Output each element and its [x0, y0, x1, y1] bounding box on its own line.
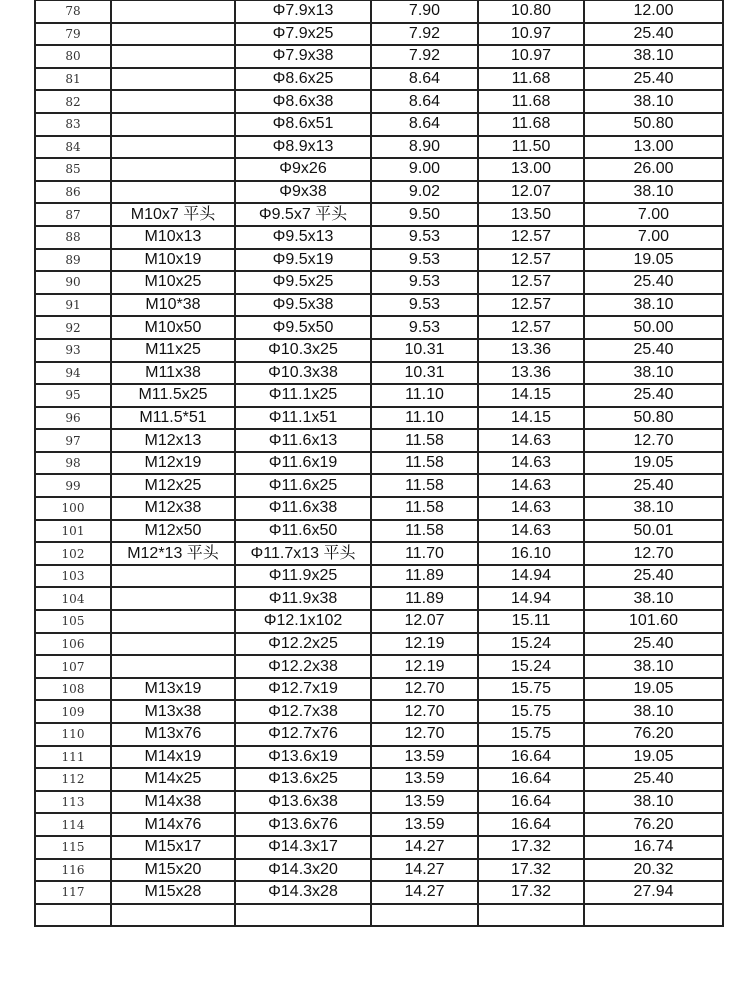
- cell-value-a: 11.70: [371, 542, 478, 565]
- cell-spec: Φ9.5x38: [235, 294, 371, 317]
- cell-row-number: 97: [35, 429, 111, 452]
- cell-row-number: 115: [35, 836, 111, 859]
- cell-length: 27.94: [584, 881, 723, 904]
- cell-length: 50.80: [584, 113, 723, 136]
- cell-spec: Φ9.5x7 平头: [235, 203, 371, 226]
- cell-length: 50.01: [584, 520, 723, 543]
- cell-value-b: [478, 904, 584, 927]
- cell-value-b: 15.24: [478, 633, 584, 656]
- table-row: [35, 384, 723, 407]
- cell-spec: Φ11.6x13: [235, 429, 371, 452]
- cell-thread-size: [111, 904, 235, 927]
- cell-value-b: 10.80: [478, 0, 584, 23]
- cell-spec: Φ11.9x38: [235, 587, 371, 610]
- cell-value-b: 10.97: [478, 45, 584, 68]
- cell-value-b: 11.50: [478, 136, 584, 159]
- cell-thread-size: M10x7 平头: [111, 203, 235, 226]
- cell-value-a: 12.70: [371, 723, 478, 746]
- cell-value-b: 16.64: [478, 768, 584, 791]
- cell-value-b: 12.57: [478, 226, 584, 249]
- cell-length: 12.00: [584, 0, 723, 23]
- cell-value-a: 9.02: [371, 181, 478, 204]
- cell-spec: Φ12.1x102: [235, 610, 371, 633]
- cell-thread-size: M11x25: [111, 339, 235, 362]
- cell-value-a: 13.59: [371, 768, 478, 791]
- cell-thread-size: [111, 45, 235, 68]
- cell-value-b: 17.32: [478, 859, 584, 882]
- cell-value-a: 12.19: [371, 655, 478, 678]
- cell-value-b: 12.07: [478, 181, 584, 204]
- cell-value-b: 15.75: [478, 700, 584, 723]
- cell-row-number: 113: [35, 791, 111, 814]
- cell-length: 25.40: [584, 339, 723, 362]
- cell-row-number: 79: [35, 23, 111, 46]
- cell-length: 38.10: [584, 587, 723, 610]
- cell-value-b: 14.63: [478, 474, 584, 497]
- table-row: [35, 768, 723, 791]
- cell-length: 76.20: [584, 813, 723, 836]
- cell-row-number: 102: [35, 542, 111, 565]
- cell-length: 25.40: [584, 68, 723, 91]
- cell-value-b: 12.57: [478, 294, 584, 317]
- cell-spec: Φ10.3x38: [235, 362, 371, 385]
- cell-spec: Φ9.5x25: [235, 271, 371, 294]
- cell-spec: Φ14.3x17: [235, 836, 371, 859]
- cell-value-a: 11.58: [371, 474, 478, 497]
- cell-thread-size: M11x38: [111, 362, 235, 385]
- cell-length: [584, 904, 723, 927]
- table-row: [35, 339, 723, 362]
- cell-row-number: 112: [35, 768, 111, 791]
- table-row: [35, 904, 723, 927]
- cell-thread-size: M10x50: [111, 316, 235, 339]
- cell-value-a: 11.58: [371, 429, 478, 452]
- cell-row-number: 83: [35, 113, 111, 136]
- cell-value-b: 11.68: [478, 68, 584, 91]
- cell-length: 19.05: [584, 746, 723, 769]
- cell-length: 12.70: [584, 429, 723, 452]
- table-row: [35, 497, 723, 520]
- cell-spec: Φ8.6x51: [235, 113, 371, 136]
- cell-spec: Φ8.6x38: [235, 90, 371, 113]
- table-row: [35, 45, 723, 68]
- table-row: [35, 158, 723, 181]
- cell-length: 38.10: [584, 497, 723, 520]
- table-row: [35, 68, 723, 91]
- cell-value-a: 9.53: [371, 271, 478, 294]
- cell-value-a: 13.59: [371, 813, 478, 836]
- cell-value-a: 11.10: [371, 407, 478, 430]
- cell-length: 38.10: [584, 45, 723, 68]
- cell-row-number: 90: [35, 271, 111, 294]
- cell-length: 25.40: [584, 474, 723, 497]
- cell-value-b: 17.32: [478, 881, 584, 904]
- cell-spec: Φ12.2x38: [235, 655, 371, 678]
- cell-row-number: 104: [35, 587, 111, 610]
- cell-length: 38.10: [584, 655, 723, 678]
- cell-thread-size: M14x25: [111, 768, 235, 791]
- cell-value-b: 13.50: [478, 203, 584, 226]
- cell-spec: Φ11.6x25: [235, 474, 371, 497]
- spec-table-body: [35, 0, 723, 926]
- cell-length: 7.00: [584, 203, 723, 226]
- cell-thread-size: [111, 0, 235, 23]
- cell-value-b: 16.64: [478, 813, 584, 836]
- cell-value-a: 14.27: [371, 881, 478, 904]
- cell-value-a: 9.53: [371, 226, 478, 249]
- cell-thread-size: M11.5*51: [111, 407, 235, 430]
- cell-row-number: 99: [35, 474, 111, 497]
- cell-value-b: 12.57: [478, 249, 584, 272]
- cell-row-number: 114: [35, 813, 111, 836]
- table-row: [35, 429, 723, 452]
- cell-thread-size: M10*38: [111, 294, 235, 317]
- cell-row-number: 95: [35, 384, 111, 407]
- cell-thread-size: [111, 23, 235, 46]
- cell-value-b: 16.64: [478, 791, 584, 814]
- spec-table: [34, 0, 724, 927]
- cell-spec: Φ12.7x19: [235, 678, 371, 701]
- cell-thread-size: [111, 610, 235, 633]
- cell-value-a: 10.31: [371, 339, 478, 362]
- cell-thread-size: M13x19: [111, 678, 235, 701]
- cell-thread-size: M13x76: [111, 723, 235, 746]
- cell-value-a: 7.92: [371, 23, 478, 46]
- cell-value-a: 12.07: [371, 610, 478, 633]
- cell-thread-size: M14x38: [111, 791, 235, 814]
- cell-value-a: [371, 904, 478, 927]
- cell-value-a: 7.90: [371, 0, 478, 23]
- cell-thread-size: M12x19: [111, 452, 235, 475]
- cell-thread-size: M10x13: [111, 226, 235, 249]
- cell-row-number: 93: [35, 339, 111, 362]
- cell-value-a: 14.27: [371, 859, 478, 882]
- cell-length: 16.74: [584, 836, 723, 859]
- cell-row-number: 101: [35, 520, 111, 543]
- cell-value-a: 9.53: [371, 316, 478, 339]
- cell-thread-size: [111, 565, 235, 588]
- cell-spec: Φ13.6x25: [235, 768, 371, 791]
- cell-value-a: 11.58: [371, 497, 478, 520]
- cell-value-a: 7.92: [371, 45, 478, 68]
- cell-length: 38.10: [584, 791, 723, 814]
- cell-spec: Φ11.6x19: [235, 452, 371, 475]
- cell-value-b: 14.94: [478, 565, 584, 588]
- cell-value-a: 11.10: [371, 384, 478, 407]
- cell-spec: Φ11.6x50: [235, 520, 371, 543]
- cell-thread-size: [111, 136, 235, 159]
- table-row: [35, 452, 723, 475]
- cell-length: 19.05: [584, 452, 723, 475]
- cell-length: 25.40: [584, 565, 723, 588]
- table-row: [35, 813, 723, 836]
- table-row: [35, 610, 723, 633]
- cell-thread-size: M12x38: [111, 497, 235, 520]
- cell-value-b: 16.64: [478, 746, 584, 769]
- cell-thread-size: M10x19: [111, 249, 235, 272]
- cell-length: 25.40: [584, 384, 723, 407]
- cell-value-b: 12.57: [478, 316, 584, 339]
- cell-length: 12.70: [584, 542, 723, 565]
- cell-row-number: 85: [35, 158, 111, 181]
- cell-thread-size: [111, 181, 235, 204]
- table-row: [35, 520, 723, 543]
- cell-value-b: 14.63: [478, 452, 584, 475]
- cell-row-number: 82: [35, 90, 111, 113]
- cell-row-number: 88: [35, 226, 111, 249]
- cell-spec: Φ11.7x13 平头: [235, 542, 371, 565]
- table-row: [35, 226, 723, 249]
- cell-row-number: 78: [35, 0, 111, 23]
- cell-spec: [235, 904, 371, 927]
- cell-value-a: 11.89: [371, 565, 478, 588]
- cell-row-number: 98: [35, 452, 111, 475]
- cell-row-number: 91: [35, 294, 111, 317]
- cell-spec: Φ12.2x25: [235, 633, 371, 656]
- cell-spec: Φ8.6x25: [235, 68, 371, 91]
- cell-thread-size: M12x25: [111, 474, 235, 497]
- cell-spec: Φ9.5x13: [235, 226, 371, 249]
- table-row: [35, 678, 723, 701]
- table-row: [35, 316, 723, 339]
- cell-length: 13.00: [584, 136, 723, 159]
- cell-value-a: 8.64: [371, 90, 478, 113]
- cell-row-number: 89: [35, 249, 111, 272]
- table-row: [35, 294, 723, 317]
- cell-value-b: 13.36: [478, 362, 584, 385]
- cell-thread-size: M10x25: [111, 271, 235, 294]
- cell-spec: Φ13.6x38: [235, 791, 371, 814]
- cell-value-b: 14.15: [478, 407, 584, 430]
- cell-length: 101.60: [584, 610, 723, 633]
- cell-value-a: 10.31: [371, 362, 478, 385]
- cell-spec: Φ10.3x25: [235, 339, 371, 362]
- cell-row-number: 86: [35, 181, 111, 204]
- cell-thread-size: [111, 68, 235, 91]
- cell-thread-size: M15x17: [111, 836, 235, 859]
- table-row: [35, 700, 723, 723]
- cell-length: 38.10: [584, 362, 723, 385]
- cell-length: 19.05: [584, 249, 723, 272]
- cell-thread-size: [111, 655, 235, 678]
- table-row: [35, 203, 723, 226]
- cell-thread-size: M15x28: [111, 881, 235, 904]
- cell-thread-size: M14x76: [111, 813, 235, 836]
- cell-spec: Φ7.9x13: [235, 0, 371, 23]
- cell-length: 19.05: [584, 678, 723, 701]
- table-row: [35, 23, 723, 46]
- cell-row-number: 81: [35, 68, 111, 91]
- cell-value-a: 13.59: [371, 791, 478, 814]
- cell-spec: Φ7.9x25: [235, 23, 371, 46]
- cell-value-b: 11.68: [478, 113, 584, 136]
- cell-value-a: 9.53: [371, 294, 478, 317]
- cell-length: 38.10: [584, 294, 723, 317]
- cell-thread-size: [111, 90, 235, 113]
- cell-value-b: 13.36: [478, 339, 584, 362]
- cell-row-number: 111: [35, 746, 111, 769]
- table-row: [35, 881, 723, 904]
- cell-value-a: 12.19: [371, 633, 478, 656]
- cell-thread-size: M13x38: [111, 700, 235, 723]
- cell-value-b: 14.63: [478, 520, 584, 543]
- cell-spec: Φ7.9x38: [235, 45, 371, 68]
- cell-value-a: 14.27: [371, 836, 478, 859]
- table-row: [35, 90, 723, 113]
- cell-thread-size: [111, 587, 235, 610]
- cell-thread-size: M12*13 平头: [111, 542, 235, 565]
- table-row: [35, 655, 723, 678]
- cell-length: 25.40: [584, 633, 723, 656]
- cell-length: 25.40: [584, 768, 723, 791]
- table-row: [35, 136, 723, 159]
- cell-length: 25.40: [584, 271, 723, 294]
- cell-length: 50.00: [584, 316, 723, 339]
- cell-row-number: [35, 904, 111, 927]
- cell-value-b: 12.57: [478, 271, 584, 294]
- cell-length: 26.00: [584, 158, 723, 181]
- cell-spec: Φ9.5x19: [235, 249, 371, 272]
- cell-row-number: 107: [35, 655, 111, 678]
- table-row: [35, 249, 723, 272]
- cell-thread-size: M12x13: [111, 429, 235, 452]
- cell-spec: Φ14.3x20: [235, 859, 371, 882]
- cell-length: 38.10: [584, 700, 723, 723]
- cell-row-number: 106: [35, 633, 111, 656]
- cell-value-b: 15.24: [478, 655, 584, 678]
- cell-value-a: 8.90: [371, 136, 478, 159]
- cell-spec: Φ11.6x38: [235, 497, 371, 520]
- cell-thread-size: [111, 633, 235, 656]
- table-row: [35, 633, 723, 656]
- cell-spec: Φ13.6x76: [235, 813, 371, 836]
- cell-value-b: 14.94: [478, 587, 584, 610]
- cell-value-a: 12.70: [371, 678, 478, 701]
- table-row: [35, 474, 723, 497]
- table-row: [35, 836, 723, 859]
- cell-row-number: 92: [35, 316, 111, 339]
- cell-row-number: 84: [35, 136, 111, 159]
- cell-row-number: 108: [35, 678, 111, 701]
- table-row: [35, 587, 723, 610]
- cell-value-a: 12.70: [371, 700, 478, 723]
- cell-value-b: 15.11: [478, 610, 584, 633]
- table-row: [35, 542, 723, 565]
- table-row: [35, 0, 723, 23]
- table-row: [35, 565, 723, 588]
- cell-row-number: 94: [35, 362, 111, 385]
- cell-thread-size: [111, 113, 235, 136]
- cell-spec: Φ11.1x51: [235, 407, 371, 430]
- cell-value-a: 9.53: [371, 249, 478, 272]
- cell-row-number: 109: [35, 700, 111, 723]
- cell-value-b: 17.32: [478, 836, 584, 859]
- cell-value-a: 9.00: [371, 158, 478, 181]
- table-row: [35, 859, 723, 882]
- cell-value-a: 11.89: [371, 587, 478, 610]
- cell-value-a: 13.59: [371, 746, 478, 769]
- table-row: [35, 746, 723, 769]
- cell-length: 38.10: [584, 90, 723, 113]
- cell-value-b: 14.15: [478, 384, 584, 407]
- cell-row-number: 80: [35, 45, 111, 68]
- cell-row-number: 105: [35, 610, 111, 633]
- cell-value-b: 14.63: [478, 497, 584, 520]
- cell-spec: Φ9x26: [235, 158, 371, 181]
- cell-length: 38.10: [584, 181, 723, 204]
- cell-spec: Φ14.3x28: [235, 881, 371, 904]
- cell-row-number: 100: [35, 497, 111, 520]
- table-row: [35, 407, 723, 430]
- cell-value-b: 14.63: [478, 429, 584, 452]
- cell-thread-size: [111, 158, 235, 181]
- cell-spec: Φ9x38: [235, 181, 371, 204]
- cell-spec: Φ8.9x13: [235, 136, 371, 159]
- cell-row-number: 87: [35, 203, 111, 226]
- cell-row-number: 103: [35, 565, 111, 588]
- table-row: [35, 181, 723, 204]
- table-row: [35, 271, 723, 294]
- cell-spec: Φ9.5x50: [235, 316, 371, 339]
- cell-thread-size: M15x20: [111, 859, 235, 882]
- cell-thread-size: M14x19: [111, 746, 235, 769]
- cell-length: 50.80: [584, 407, 723, 430]
- cell-value-b: 10.97: [478, 23, 584, 46]
- table-row: [35, 723, 723, 746]
- cell-value-b: 16.10: [478, 542, 584, 565]
- cell-spec: Φ11.9x25: [235, 565, 371, 588]
- cell-row-number: 96: [35, 407, 111, 430]
- cell-thread-size: M11.5x25: [111, 384, 235, 407]
- cell-spec: Φ12.7x38: [235, 700, 371, 723]
- cell-spec: Φ12.7x76: [235, 723, 371, 746]
- cell-value-a: 11.58: [371, 520, 478, 543]
- cell-value-b: 13.00: [478, 158, 584, 181]
- cell-row-number: 116: [35, 859, 111, 882]
- cell-value-b: 11.68: [478, 90, 584, 113]
- cell-value-a: 9.50: [371, 203, 478, 226]
- cell-length: 25.40: [584, 23, 723, 46]
- cell-value-b: 15.75: [478, 723, 584, 746]
- cell-row-number: 117: [35, 881, 111, 904]
- table-row: [35, 362, 723, 385]
- cell-value-a: 8.64: [371, 68, 478, 91]
- cell-thread-size: M12x50: [111, 520, 235, 543]
- cell-value-a: 8.64: [371, 113, 478, 136]
- table-row: [35, 791, 723, 814]
- cell-spec: Φ13.6x19: [235, 746, 371, 769]
- table-row: [35, 113, 723, 136]
- cell-value-b: 15.75: [478, 678, 584, 701]
- cell-row-number: 110: [35, 723, 111, 746]
- cell-length: 20.32: [584, 859, 723, 882]
- cell-length: 7.00: [584, 226, 723, 249]
- cell-length: 76.20: [584, 723, 723, 746]
- cell-spec: Φ11.1x25: [235, 384, 371, 407]
- cell-value-a: 11.58: [371, 452, 478, 475]
